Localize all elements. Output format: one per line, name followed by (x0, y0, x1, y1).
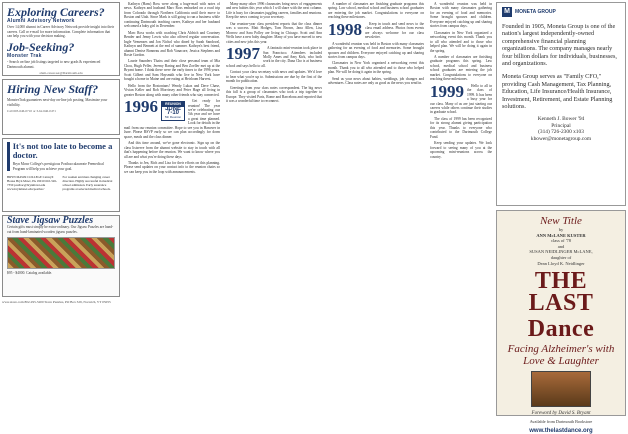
notes-column-2 (226, 2, 322, 416)
book-cover-image (531, 371, 591, 407)
notes-paragraph: Contact your class secretary with news and updates. We'd love to hear what you're up to. Submissions are due by the first of the month for publication. (226, 70, 322, 84)
year-heading-1998: 1998 (328, 19, 362, 39)
puzzle-image (7, 237, 115, 269)
notes-paragraph: Many many other 1996 classmates bring news of engagements and new babies this year which I will share with the next column. Life is busy for classmates juggling careers, families and reunions. Keep the news coming to your secretary. (226, 2, 322, 20)
reunion-badge (161, 101, 185, 121)
career-ad-title: Exploring Careers? (7, 5, 105, 19)
bryn-ad-title: It's not too late to become a doctor. (12, 141, 113, 160)
bryn-features: For women and men changing career direction. Highly successful in medical school admission. Early assurance programs at selected medical schools. (62, 175, 113, 191)
book-daughter-of: daughter of (550, 254, 572, 260)
moneta-signature (502, 116, 620, 135)
left-ads-column (2, 2, 120, 416)
notes-paragraph: Hello to all in the class of 1999. It has been a busy year for our class. Many of us are just starting our careers while others continue their studies in graduate school. (430, 83, 492, 115)
year-heading-1999: 1999 (430, 81, 464, 101)
bryn-address[interactable]: BRYN MAWR COLLEGE Canwyll House Bryn Mawr, PA 19010 610-526-7350 postbac@brynmawr.edu www.brynmawr.edu/postbac/ (7, 175, 58, 191)
notes-paragraph: Get ready for reunion! The year we're celebrating our 5th year and we have a great time planned. Look for details in the mail from our reunion committee. Hope to see you in Hanover in June. Please RSVP early so we can plan accordingly for dorm space, meals and the class dinner. (124, 99, 220, 139)
job-ad-body: - Search on-line job listings targeted to new grads & experienced Dartmouth alumni. (7, 60, 101, 69)
stave-ad[interactable] (2, 215, 120, 297)
last-dance-book-ad[interactable] (496, 210, 626, 434)
book-website-link[interactable]: www.thelastdance.org (529, 428, 593, 434)
notes-column-4 (430, 2, 492, 416)
notes-paragraph: Thanks to Jen, Rich and Lisa for their efforts on this planning. Please send updates on your contact info to the reunion chairs so we can keep you in the loop with announcements. (124, 160, 220, 174)
career-ad-url[interactable]: alum-career.ser@Dartmouth.edu (39, 71, 83, 76)
notes-paragraph: A wonderful reunion was held in Boston with many classmates gathering for an evening of food and memories. Some brought spouses and children. Everyone enjoyed catching up and sharing stories from campus days. (328, 41, 424, 59)
notes-paragraph: And this time around, we've gone electronic. Sign up on the class listserve from the alumni website to stay in touch with all that's happening before the reunion. We want to know where you all are and what you're doing these days. (124, 141, 220, 159)
moneta-logo-mark: M (502, 7, 512, 17)
notes-paragraph: Classmates in New York organized a networking event this month. Thank you to all who attended and to those who helped plan. We will be doing it again in the spring. (430, 30, 492, 53)
book-subtitle: Facing Alzheimer's with Love & Laughter (507, 343, 615, 368)
notes-paragraph: Our reunion-year class president reports that the class dinner was a success. Matt Hodges, Tom Brown, Jana Allen, Lisa Morrow and Sara Polley are living in Chicago. Scott and Ann Wells have a new baby daughter. Many of you have moved to new cities and new jobs this year. (226, 21, 322, 44)
stave-ad-title: Stave Jigsaw Puzzles (7, 215, 94, 226)
year-heading-1996: 1996 (124, 97, 158, 117)
bryn-ad-body: Bryn Mawr College's prestigious Postbaccalaureate Premedical Program will help you achieve your goal. (12, 162, 104, 171)
moneta-paragraph-1: Founded in 1905, Moneta Group is one of the nation's largest independently-owned comprehensive financial planning organizations. The company manages nearly four billion dollars for individuals, businesses, and organizations. (502, 23, 617, 68)
book-author: ANN McLANE KUSTER (536, 232, 586, 238)
book-title-line-2: Dance (527, 316, 595, 343)
moneta-email-link[interactable]: kbower@monetagroup.com (530, 135, 592, 142)
notes-paragraph: Laurie Saunders Thaiss and their close personal team of Mia Chou, Hugh Peller, Jeremy Baring and Ben Zoeller met up at the Bryant home. I think these were the early times to the 1996 years. Scott Gilbert and Sam Haysmith who live in New York have bought a home in Maine and are eating at Heirloom Harvest. (124, 59, 220, 82)
notes-paragraph: Marc Ross works with coaching Chris Aldrich and Courtney Bender and Jenny Lewis who also offered regular conversation. Ingle Vemenzes and Jon Nichol who dined by Sarah Sandoval, Kathryn and Bennett at the end of summer. Kathryn's best friend, alumni Denise Bonneau and Rob Vanacore, Jessica Stephens and Rosie Gordon. (124, 30, 220, 57)
book-availability: Available from Dartmouth Bookstore (529, 419, 593, 425)
class-notes-columns (124, 2, 424, 416)
hiring-ad-title: Hiring New Staff? (7, 82, 99, 96)
book-title-line-1: THE LAST (528, 268, 594, 317)
moneta-ad[interactable] (496, 2, 626, 206)
right-column (430, 2, 626, 434)
notes-paragraph: Keep in touch and send news to the class email address. Photos from events are always welcome for our class newsletter. (365, 21, 424, 40)
notes-paragraph: A wonderful reunion was held in Boston with many classmates gathering for an evening of food and memories. Some brought spouses and children. Everyone enjoyed catching up and sharing stories from campus days. (430, 2, 492, 29)
notes-column-1 (124, 2, 220, 416)
book-dean: Dean Lloyd K. Neidlinger (537, 260, 585, 266)
career-ad-body: Over 14,000 alumni in Career Advisory Network provide insight into their careers. Call or e-mail for more information. Complete information that can help you with your decision making. (7, 25, 115, 39)
book-and: and (557, 243, 565, 249)
job-ad-title: Job-Seeking? (7, 39, 75, 54)
bryn-mawr-ad[interactable] (2, 138, 120, 212)
book-coauthor: SUSAN NEIDLINGER McLANE, (529, 249, 593, 255)
book-foreword: Foreword by David S. Bryant (531, 411, 591, 417)
notes-paragraph: Keep sending your updates. We look forward to seeing many of you at the upcoming mini-reunions across the country. (430, 141, 492, 159)
stave-ad-body: Certain gifts must simply be extra-ordinary. Our Jigsaw Puzzles are hand-cut from hand-laminated wooden jigsaw puzzles. (7, 225, 114, 234)
notes-paragraph: A fantastic mini-reunion took place in San Francisco. Attendees included Molly Ames and Amy Kirk, who both work in the city. Dana Cho is at business school and says hello to all. (226, 46, 322, 68)
career-ad[interactable] (2, 2, 120, 76)
bryn-accent-bar (7, 142, 10, 171)
moneta-logo (502, 7, 620, 17)
notes-paragraph: Hello from the Bostonians! Wendy Lukas and Dave Chase, Vivian Keller and Rob Morrissey and Peter Hage all living in greater Boston along with many other friends who stay connected. (124, 83, 220, 97)
hiring-ad-phone: Call 603-646-0710 or 3-hn 646-0471 (7, 109, 56, 113)
book-author-class: class of '78 (550, 238, 572, 244)
notes-paragraph: The class of 1999 has been recognized for its strong alumni giving participation this year. Thanks to everyone who contributed to the Dartmouth College Fund. (430, 116, 492, 139)
monstertrak-name: Monster Trak (7, 52, 42, 59)
stave-footer: www.stave.com 802-295-5200 Stave Puzzles, PO Box 329, Norwich, VT 05055 (2, 300, 111, 304)
reunion-note: 5th Reunion (164, 115, 182, 120)
moneta-logo-text: MONETA GROUP (515, 9, 556, 15)
notes-paragraph: A number of classmates are finishing graduate programs this spring. Law school, medical school and business school graduates are entering the job market. Congratulations to everyone on reaching these milestones. (328, 2, 424, 20)
stave-ad-price: $95 - $4000. Catalog available. (7, 271, 53, 276)
book-by: by (558, 227, 564, 232)
notes-paragraph: Send us your news about babies, weddings, job changes and adventures. Class notes are only as good as the news you send in. (328, 76, 424, 86)
moneta-contact-name: Kenneth J. Bower '94 (537, 116, 585, 123)
new-title-label: New Title (540, 215, 582, 227)
notes-paragraph: Kathryn (Hans) Ross were along a huge-mail with notes of news. Kathryn and husband Marc Ross embarked on a road trip from Colorado through Northern California until their move to Boston and Utah. Since Mark is still going to run a business while continuing Dartmouth teaching career, Kathryn and her husband welcomed a baby girl in December. (124, 2, 220, 29)
notes-paragraph: A number of classmates are finishing graduate programs this spring. Law school, medical school and business school graduates are entering the job market. Congratulations to everyone on reaching these milestones. (430, 54, 492, 82)
notes-paragraph: Classmates in New York organized a networking event this month. Thank you to all who attended and to those who helped plan. We will be doing it again in the spring. (328, 61, 424, 75)
notes-column-3 (328, 2, 424, 416)
hiring-ad-body: MonsterTrak guarantees next-day on-line job posting. Maximize your visibility. (7, 98, 108, 107)
moneta-paragraph-2: Moneta Group serves as "Family CFO," providing Cash Management, Tax Planning, Education, Life Insurance/Health Insurance, Investment, Retirement, and Estate Planning solutions. (502, 73, 613, 111)
year-heading-1997: 1997 (226, 44, 260, 64)
reunion-dates: JUNE 7-10 (164, 105, 181, 116)
reunion-label: REUNION (162, 102, 184, 106)
moneta-contact-phone: (314) 726-2300 x103 (538, 129, 584, 136)
moneta-contact-title: Principal (551, 122, 571, 129)
notes-paragraph: Greetings from your class notes correspondent. The big news this fall is a group of classmates who took a trip together to Europe. They visited Paris, Rome and Barcelona and reported that it was a wonderful time to reconnect. (226, 85, 322, 104)
career-network-name: Alumni Advisory Network (7, 18, 75, 24)
hiring-ad[interactable] (2, 79, 120, 135)
